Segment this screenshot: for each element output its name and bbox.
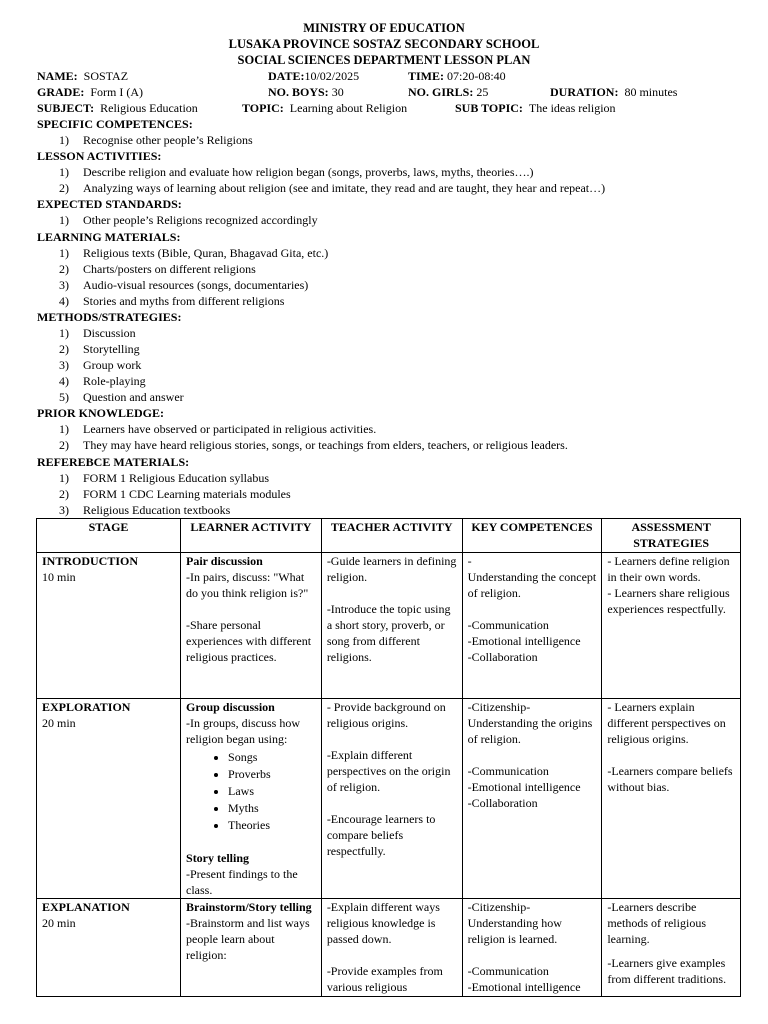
- list-item: 1) Discussion: [59, 326, 136, 340]
- key-item: -Collaboration: [467, 650, 538, 664]
- list-item: 2) They may have heard religious stories, songs, or teachings from elders, teachers, or religious leaders.: [59, 438, 568, 452]
- subtopic-field: [455, 100, 616, 116]
- info-row-3: [37, 100, 198, 116]
- teacher-text: -Explain different ways religious knowledge is passed down.: [326, 900, 440, 946]
- key-text: -Citizenship-: [467, 700, 531, 714]
- assessment-text: -Learners compare beliefs without bias.: [607, 764, 733, 794]
- subject-label: SUBJECT:: [37, 101, 95, 115]
- girls-label: NO. GIRLS:: [408, 85, 474, 99]
- teacher-text: -Guide learners in defining religion.: [326, 554, 457, 584]
- department-heading: SOCIAL SCIENCES DEPARTMENT LESSON PLAN: [237, 53, 531, 67]
- assessment-text: - Learners share religious experiences respectfully.: [607, 586, 730, 616]
- teacher-text: - Provide background on religious origins.: [326, 700, 446, 730]
- list-item: 1) Religious texts (Bible, Quran, Bhagavad Gita, etc.): [59, 246, 329, 260]
- list-item: • Myths: [228, 800, 316, 817]
- key-cell: [462, 899, 602, 997]
- list-item: 1) Recognise other people’s Religions: [59, 133, 253, 147]
- stage-cell: [37, 899, 181, 997]
- table-row: [37, 553, 741, 699]
- list-item: 3) Audio-visual resources (songs, documentaries): [59, 278, 309, 292]
- stage-name: EXPLORATION: [42, 700, 131, 714]
- list-item: • Proverbs: [228, 766, 316, 783]
- learner-text: -Share personal experiences with different religious practices.: [186, 618, 312, 664]
- info-row-2: [37, 84, 143, 100]
- teacher-text: -Encourage learners to compare beliefs respectfully.: [326, 812, 436, 858]
- assessment-cell: [602, 699, 741, 899]
- list-item: 3) Religious Education textbooks: [59, 503, 231, 517]
- time-value: 07:20-08:40: [447, 69, 506, 83]
- materials-heading: LEARNING MATERIALS:: [37, 230, 181, 244]
- grade-value: Form I (A): [90, 85, 144, 99]
- date-value: 10/02/2025: [304, 69, 360, 83]
- subject-value: Religious Education: [100, 101, 198, 115]
- duration-label: DURATION:: [550, 85, 619, 99]
- key-item: -Communication: [467, 964, 549, 978]
- teacher-text: -Explain different perspectives on the origin of religion.: [326, 748, 451, 794]
- key-item: -Emotional intelligence: [467, 980, 581, 994]
- assessment-text: -Learners give examples from different traditions.: [607, 956, 727, 986]
- prior-knowledge-heading: PRIOR KNOWLEDGE:: [37, 406, 165, 420]
- key-item: -Communication: [467, 764, 549, 778]
- list-item: • Songs: [228, 749, 316, 766]
- subtopic-label: SUB TOPIC:: [455, 101, 523, 115]
- learner-text: -In groups, discuss how religion began using:: [186, 716, 301, 746]
- table-row: [37, 899, 741, 997]
- list-item: 1) Describe religion and evaluate how religion began (songs, proverbs, laws, myths, theories….): [59, 165, 534, 179]
- learner-cell: [181, 553, 322, 699]
- teacher-cell: [321, 699, 462, 899]
- key-text: Understanding how religion is learned.: [467, 916, 562, 946]
- learner-title: Group discussion: [186, 700, 275, 714]
- ministry-heading: MINISTRY OF EDUCATION: [303, 21, 465, 35]
- girls-field: [408, 84, 488, 100]
- key-item: -Emotional intelligence: [467, 634, 581, 648]
- key-text: Understanding the concept of religion.: [467, 570, 597, 600]
- list-item: 1) FORM 1 Religious Education syllabus: [59, 471, 269, 485]
- learner-text: -Present findings to the class.: [186, 867, 298, 897]
- stage-cell: [37, 699, 181, 899]
- references-heading: REFEREBCE MATERIALS:: [37, 455, 190, 469]
- key-text: -Citizenship-: [467, 900, 531, 914]
- stage-time: 20 min: [42, 916, 76, 930]
- girls-value: 25: [476, 85, 489, 99]
- column-header-key: KEY COMPETENCES: [462, 519, 602, 553]
- key-item: -Collaboration: [467, 796, 538, 810]
- learner-title: Story telling: [186, 851, 250, 865]
- subtopic-value: The ideas religion: [528, 101, 616, 115]
- topic-field: [242, 100, 407, 116]
- key-item: -Emotional intelligence: [467, 780, 581, 794]
- list-item: 5) Question and answer: [59, 390, 184, 404]
- date-field: [268, 68, 359, 84]
- boys-value: 30: [331, 85, 344, 99]
- learner-text: -In pairs, discuss: "What do you think religion is?": [186, 570, 309, 600]
- name-value: SOSTAZ: [83, 69, 129, 83]
- grade-label: GRADE:: [37, 85, 85, 99]
- key-cell: [462, 699, 602, 899]
- table-row: [37, 699, 741, 899]
- stage-time: 10 min: [42, 570, 76, 584]
- list-item: • Laws: [228, 783, 316, 800]
- competences-heading: SPECIFIC COMPETENCES:: [37, 117, 193, 131]
- column-header-stage: STAGE: [37, 519, 181, 553]
- list-item: 1) Learners have observed or participated in religious activities.: [59, 422, 377, 436]
- methods-heading: METHODS/STRATEGIES:: [37, 310, 182, 324]
- assessment-text: - Learners define religion in their own words.: [607, 554, 730, 584]
- list-item: 1) Other people’s Religions recognized accordingly: [59, 213, 318, 227]
- stage-name: INTRODUCTION: [42, 554, 139, 568]
- learner-title: Brainstorm/Story telling: [186, 900, 312, 914]
- stage-cell: [37, 553, 181, 699]
- name-label: NAME:: [37, 69, 78, 83]
- stage-name: EXPLANATION: [42, 900, 130, 914]
- assessment-cell: [602, 553, 741, 699]
- duration-field: [550, 84, 677, 100]
- key-text: Understanding the origins of religion.: [467, 716, 593, 746]
- standards-heading: EXPECTED STANDARDS:: [37, 197, 182, 211]
- date-label: DATE:: [268, 69, 305, 83]
- table-header-row: [37, 519, 741, 553]
- list-item: 4) Stories and myths from different religions: [59, 294, 285, 308]
- time-label: TIME:: [408, 69, 444, 83]
- list-item: 2) FORM 1 CDC Learning materials modules: [59, 487, 291, 501]
- info-row-1: [37, 68, 128, 84]
- list-item: 2) Storytelling: [59, 342, 140, 356]
- duration-value: 80 minutes: [624, 85, 678, 99]
- boys-label: NO. BOYS:: [268, 85, 329, 99]
- column-header-learner: LEARNER ACTIVITY: [181, 519, 322, 553]
- time-field: [408, 68, 506, 84]
- learner-cell: [181, 899, 322, 997]
- stage-time: 20 min: [42, 716, 76, 730]
- assessment-text: -Learners describe methods of religious learning.: [607, 900, 706, 946]
- key-text: -: [467, 554, 472, 568]
- teacher-text: -Provide examples from various religious: [326, 964, 443, 994]
- list-item: 3) Group work: [59, 358, 142, 372]
- boys-field: [268, 84, 344, 100]
- key-cell: [462, 553, 602, 699]
- column-header-teacher: TEACHER ACTIVITY: [321, 519, 462, 553]
- list-item: • Theories: [228, 817, 316, 834]
- lesson-table: [36, 518, 741, 997]
- activities-heading: LESSON ACTIVITIES:: [37, 149, 162, 163]
- topic-label: TOPIC:: [242, 101, 284, 115]
- school-heading: LUSAKA PROVINCE SOSTAZ SECONDARY SCHOOL: [228, 37, 540, 51]
- learner-title: Pair discussion: [186, 554, 263, 568]
- key-item: -Communication: [467, 618, 549, 632]
- bullet-list: [186, 749, 316, 834]
- assessment-text: - Learners explain different perspectives on religious origins.: [607, 700, 726, 746]
- assessment-cell: [602, 899, 741, 997]
- topic-value: Learning about Religion: [289, 101, 408, 115]
- column-header-assessment: ASSESSMENT STRATEGIES: [602, 519, 741, 553]
- list-item: 2) Analyzing ways of learning about religion (see and imitate, they read and are taught, they hear and repeat…): [59, 181, 606, 195]
- list-item: 4) Role-playing: [59, 374, 146, 388]
- teacher-cell: [321, 899, 462, 997]
- learner-text: -Brainstorm and list ways people learn about religion:: [186, 916, 310, 962]
- teacher-text: -Introduce the topic using a short story, proverb, or song from different religions.: [326, 602, 451, 664]
- learner-cell: [181, 699, 322, 899]
- teacher-cell: [321, 553, 462, 699]
- list-item: 2) Charts/posters on different religions: [59, 262, 256, 276]
